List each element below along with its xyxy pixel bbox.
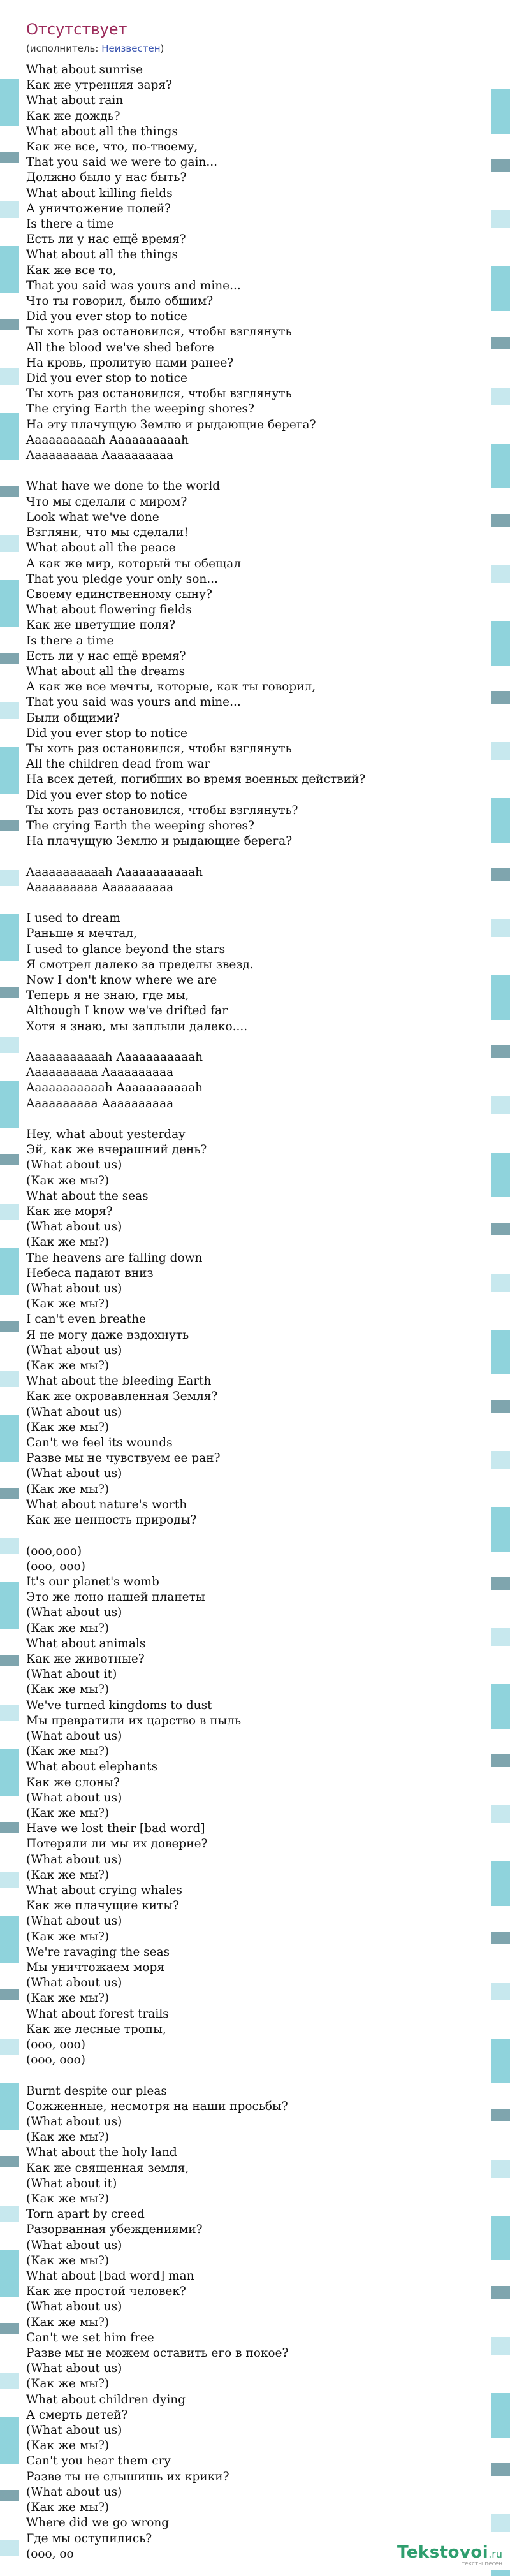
performer-suffix: ): [160, 43, 164, 54]
page-title: Отсутствует: [26, 20, 127, 38]
lyrics-page: [26, 0, 485, 2562]
right-decorative-stripes: [491, 51, 510, 2576]
logo-tagline: тексты песен: [461, 2561, 502, 2567]
lyrics-text: What about sunrise Как же утренняя заря? What about rain Как же дождь? What about all the things Как же все, что, по-твоему, That you said we were to gain... Должно было у нас быть? What about killing fields А уничтожение полей? Is there a time Есть ли у нас ещё время? What about all the things Как же все то, That you said was yours and mine... Что ты говорил, было общим? Did you ever stop to notice Ты хоть раз остановился, чтобы взглянуть All the blood we've shed before На кровь, пролитую нами ранее? Did you ever stop to notice Ты хоть раз остановился, чтобы взглянуть The crying Earth the weeping shores? На эту плачущую Землю и рыдающие берега? Aaaaaaaaaah Aaaaaaaaaah Aaaaaaaaaa Aaaaaaaaaa What have we done to the world Что мы сделали с миром? Look what we've done Взгляни, что мы сделали! What about all the peace А как же мир, который ты обещал That you pledge your only son... Своему единственному сыну? What about flowering fields Как же цветущие поля? Is there a time Есть ли у нас ещё время? What about all the dreams А как же все мечты, которые, как ты говорил, That you said was yours and mine... Были общими? Did you ever stop to notice Ты хоть раз остановился, чтобы взглянуть All the children dead from war На всех детей, погибших во время военных действий? Did you ever stop to notice Ты хоть раз остановился, чтобы взглянуть? The crying Earth the weeping shores? На плачущую Землю и рыдающие берега? Aaaaaaaaaaah Aaaaaaaaaaah Aaaaaaaaaa Aaaaaaaaaa I used to dream Раньше я мечтал, I used to glance beyond the stars Я смотрел далеко за пределы звезд. Now I don't know where we are Теперь я не знаю, где мы, Although I know we've drifted far Хотя я знаю, мы заплыли далеко.... Aaaaaaaaaaah Aaaaaaaaaaah Aaaaaaaaaa Aaaaaaaaaa Aaaaaaaaaaah Aaaaaaaaaaah Aaaaaaaaaa Aaaaaaaaaa Hey, what about yesterday Эй, как же вчерашний день? (What about us) (Как же мы?) What about the seas Как же моря? (What about us) (Как же мы?) The heavens are falling down Небеса падают вниз (What about us) (Как же мы?) I can't even breathe Я не могу даже вздохнуть (What about us) (Как же мы?) What about the bleeding Earth Как же окровавленная Земля? (What about us) (Как же мы?) Can't we feel its wounds Разве мы не чувствуем ее ран? (What about us) (Как же мы?) What about nature's worth Как же ценность природы? (ooo,ooo) (ooo, ooo) It's our planet's womb Это же лоно нашей планеты (What about us) (Как же мы?) What about animals Как же животные? (What about it) (Как же мы?) We've turned kingdoms to dust Мы превратили их царство в пыль (What about us) (Как же мы?) What about elephants Как же слоны? (What about us) (Как же мы?) Have we lost their [bad word] Потеряли ли мы их доверие? (What about us) (Как же мы?) What about crying whales Как же плачущие киты? (What about us) (Как же мы?) We're ravaging the seas Мы уничтожаем моря (What about us) (Как же мы?) What about forest trails Как же лесные тропы, (ooo, ooo) (ooo, ooo) Burnt despite our pleas Сожженные, несмотря на наши просьбы? (What about us) (Как же мы?) What about the holy land Как же священная земля, (What about it) (Как же мы?) Torn apart by creed Разорванная убеждениями? (What about us) (Как же мы?) What about [bad word] man Как же простой человек? (What about us) (Как же мы?) Can't we set him free Разве мы не можем оставить его в покое? (What about us) (Как же мы?) What about children dying А смерть детей? (What about us) (Как же мы?) Can't you hear them cry Разве ты не слышишь их крики? (What about us) (Как же мы?) Where did we go wrong Где мы оступились? (ooo, oo: [26, 63, 366, 2561]
performer-line: [26, 42, 485, 55]
performer-prefix: (исполнитель:: [26, 43, 102, 54]
site-logo[interactable]: [397, 2543, 502, 2567]
logo-domain: .ru: [488, 2548, 502, 2560]
logo-brand: Tekstovoi: [397, 2543, 489, 2562]
artist-link[interactable]: Неизвестен: [101, 43, 161, 54]
left-decorative-stripes: [0, 51, 19, 2576]
